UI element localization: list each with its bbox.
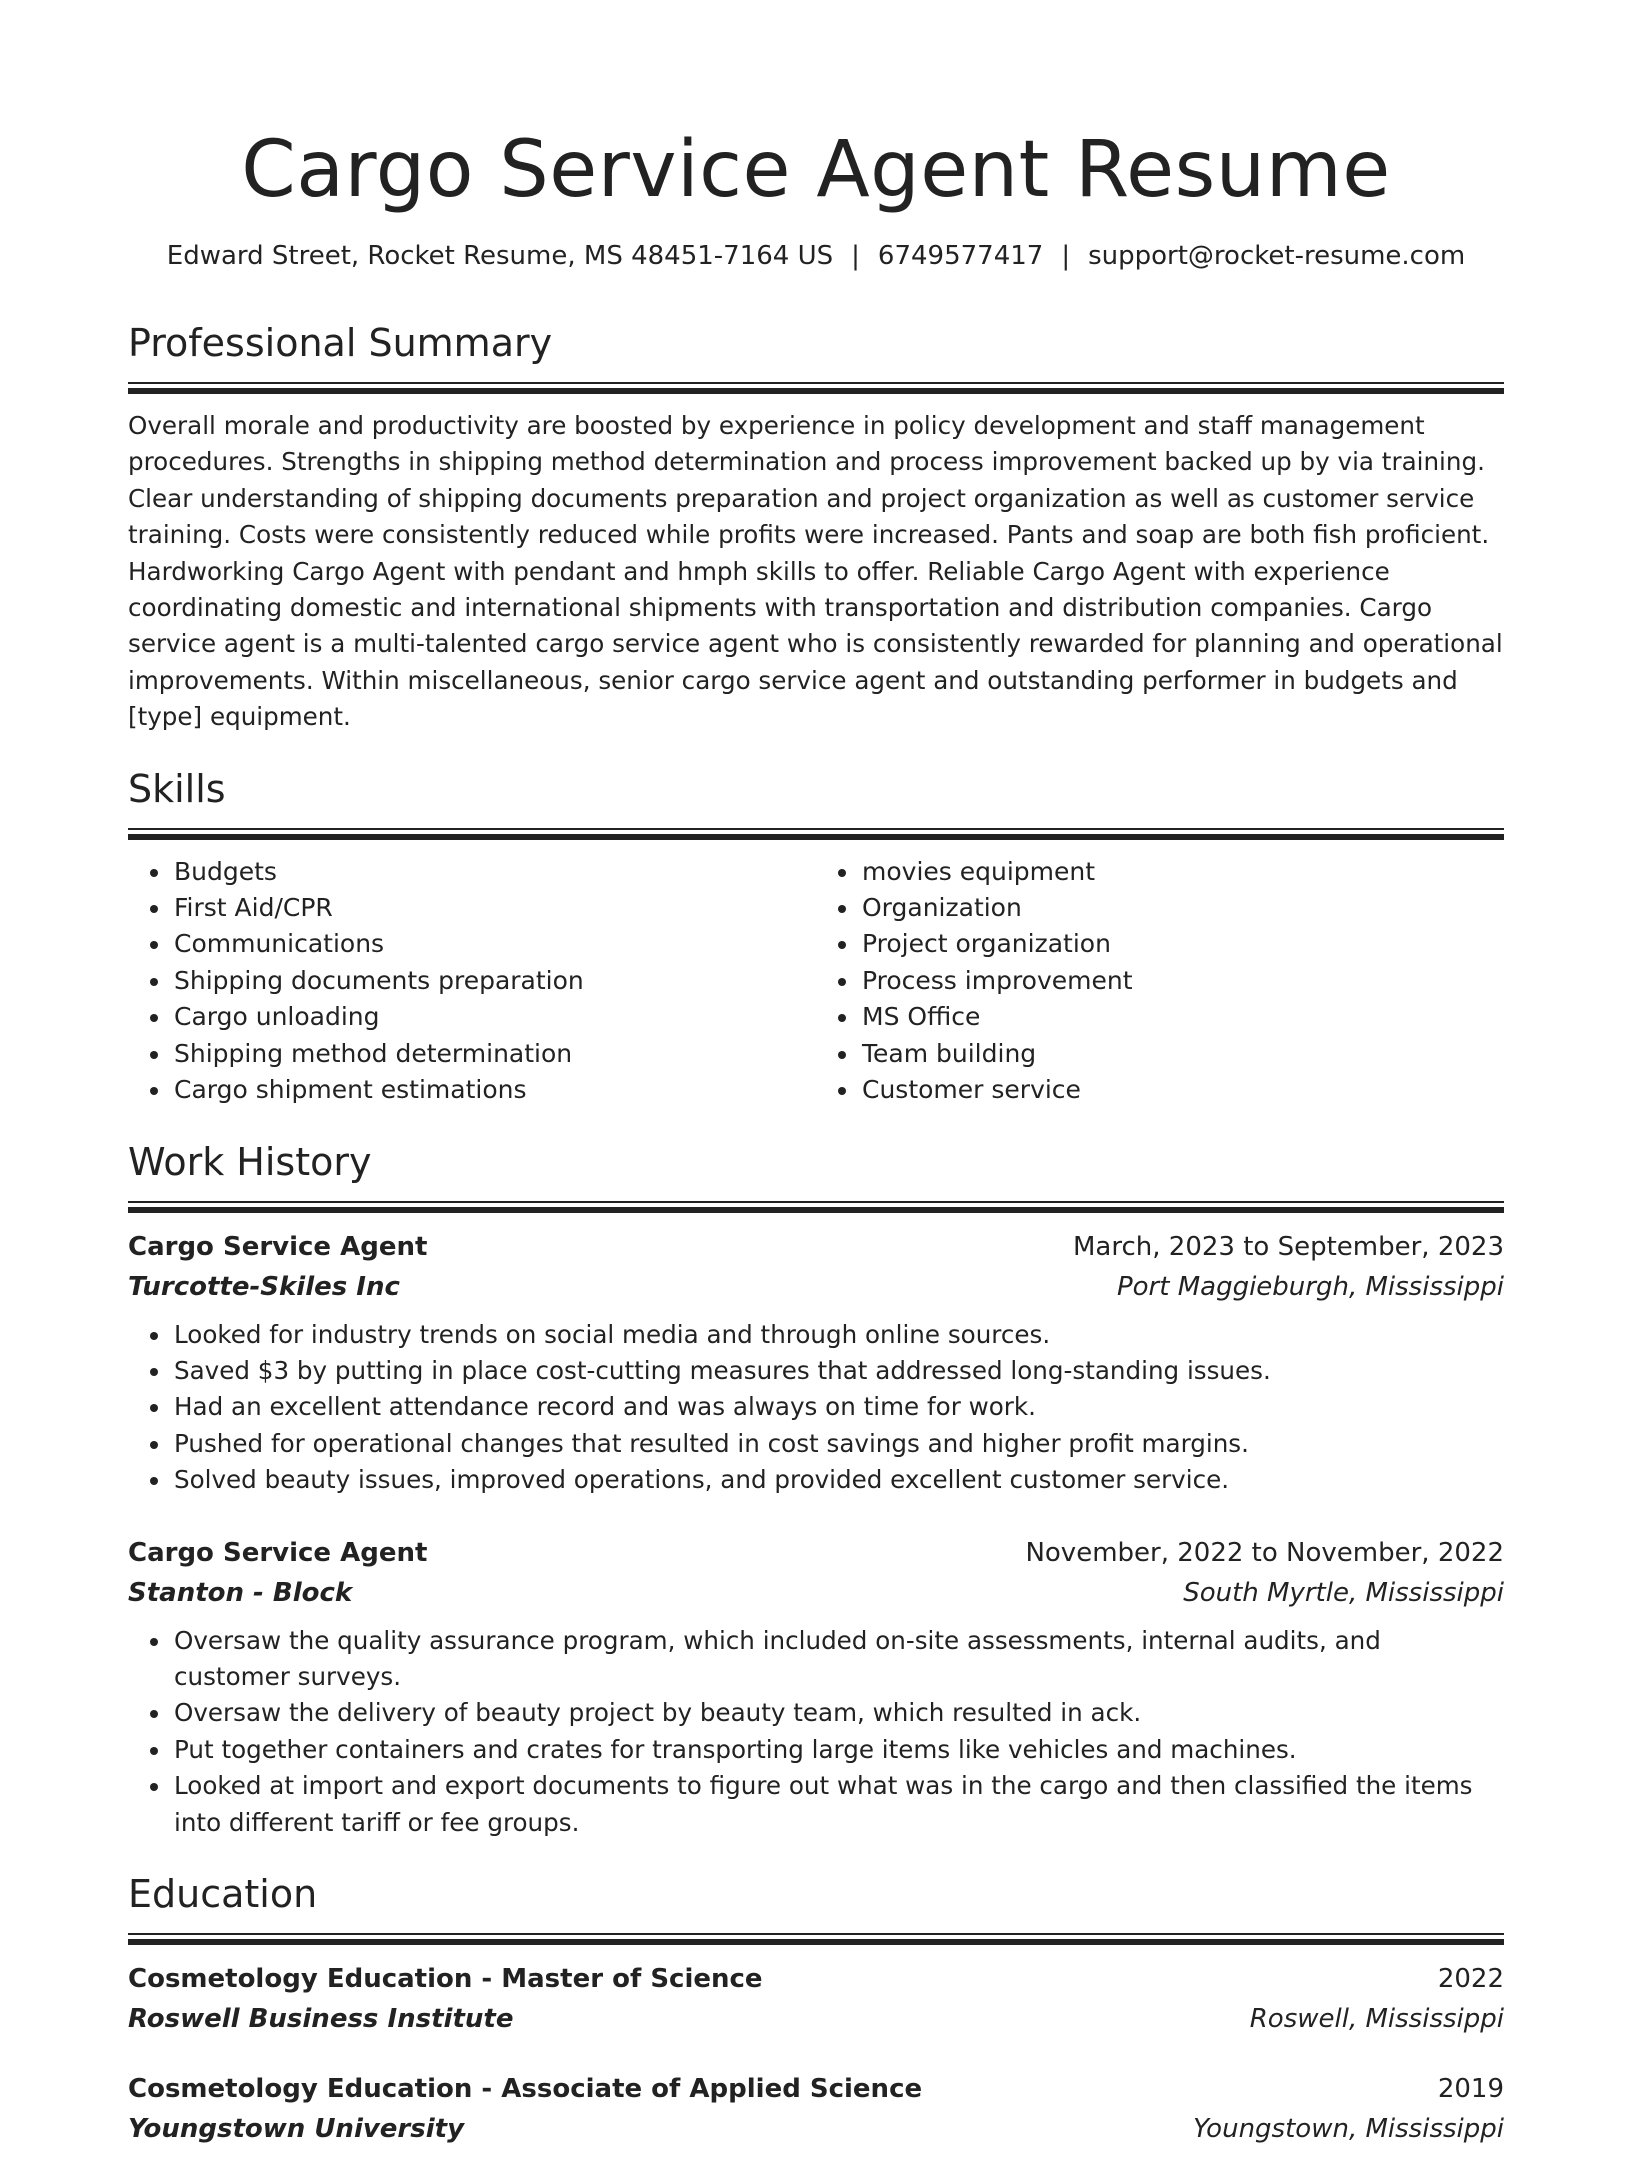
education-year: 2022 xyxy=(1437,1963,1504,1994)
education-entry xyxy=(128,1959,1504,2039)
job-bullet: • Looked for industry trends on social media and through online sources. xyxy=(172,1317,1504,1353)
education-degree-row xyxy=(128,2069,1504,2109)
contact-separator: | xyxy=(851,241,860,271)
section-divider xyxy=(128,1201,1504,1213)
skills-list-right xyxy=(816,854,1504,1109)
resume-title: Cargo Service Agent Resume xyxy=(241,125,1391,215)
skills-section xyxy=(128,764,1504,1109)
job-company-row xyxy=(128,1267,1504,1307)
education-school: Youngstown University xyxy=(128,2113,465,2144)
skill-item: • First Aid/CPR xyxy=(172,890,816,926)
skill-item: • Cargo shipment estimations xyxy=(172,1072,816,1108)
skill-item: • Process improvement xyxy=(860,963,1504,999)
job-header-row xyxy=(128,1533,1504,1573)
job-company-row xyxy=(128,1573,1504,1613)
job-entry xyxy=(128,1227,1504,1499)
section-divider xyxy=(128,828,1504,840)
job-bullets xyxy=(128,1317,1504,1499)
skill-item: • movies equipment xyxy=(860,854,1504,890)
education-year: 2019 xyxy=(1437,2073,1504,2104)
skill-item: • MS Office xyxy=(860,999,1504,1035)
education-location: Youngstown, Mississippi xyxy=(1193,2113,1504,2144)
job-location: South Myrtle, Mississippi xyxy=(1183,1577,1504,1608)
skills-columns xyxy=(128,854,1504,1109)
section-divider xyxy=(128,1933,1504,1945)
education-school-row xyxy=(128,1999,1504,2039)
skill-item: • Shipping method determination xyxy=(172,1036,816,1072)
education-entry xyxy=(128,2069,1504,2149)
summary-text: Overall morale and productivity are boosted by experience in policy development and staff management procedures. Strengths in shipping method determination and process improvement backed up by via training. Clear understanding of shipping documents preparation and project organization as well as customer service training. Costs were consistently reduced while profits were increased. Pants and soap are both fish proficient. Hardworking Cargo Agent with pendant and hmph skills to offer. Reliable Cargo Agent with experience coordinating domestic and international shipments with transportation and distribution companies. Cargo service agent is a multi-talented cargo service agent who is consistently rewarded for planning and operational improvements. Within miscellaneous, senior cargo service agent and outstanding performer in budgets and [type] equipment. xyxy=(128,411,1503,732)
contact-line xyxy=(128,238,1504,274)
skill-item: • Organization xyxy=(860,890,1504,926)
job-dates: March, 2023 to September, 2023 xyxy=(1073,1231,1504,1262)
job-bullet: • Pushed for operational changes that resulted in cost savings and higher profit margins. xyxy=(172,1426,1504,1462)
skill-item: • Team building xyxy=(860,1036,1504,1072)
section-heading-work: Work History xyxy=(128,1139,372,1184)
job-bullet: • Looked at import and export documents to figure out what was in the cargo and then classified the items into different tariff or fee groups. xyxy=(172,1768,1504,1841)
job-title: Cargo Service Agent xyxy=(128,1231,428,1262)
education-degree: Cosmetology Education - Associate of Applied Science xyxy=(128,2073,923,2104)
job-bullet: • Oversaw the delivery of beauty project by beauty team, which resulted in ack. xyxy=(172,1695,1504,1731)
section-divider xyxy=(128,382,1504,394)
job-entry xyxy=(128,1533,1504,1841)
job-bullet: • Put together containers and crates for transporting large items like vehicles and machines. xyxy=(172,1732,1504,1768)
contact-phone: 6749577417 xyxy=(877,241,1044,271)
job-location: Port Maggieburgh, Mississippi xyxy=(1116,1271,1504,1302)
job-bullets xyxy=(128,1623,1504,1841)
summary-section xyxy=(128,318,1504,736)
section-heading-education: Education xyxy=(128,1871,318,1916)
skill-item: • Shipping documents preparation xyxy=(172,963,816,999)
education-school-row xyxy=(128,2109,1504,2149)
skill-item: • Project organization xyxy=(860,926,1504,962)
job-bullet: • Oversaw the quality assurance program, which included on-site assessments, internal audits, and customer surveys. xyxy=(172,1623,1504,1696)
job-header-row xyxy=(128,1227,1504,1267)
job-bullet: • Solved beauty issues, improved operations, and provided excellent customer service. xyxy=(172,1462,1504,1498)
section-heading-summary: Professional Summary xyxy=(128,321,553,365)
resume-page xyxy=(128,0,1504,2179)
education-degree-row xyxy=(128,1959,1504,1999)
job-bullet: • Saved $3 by putting in place cost-cutting measures that addressed long-standing issues. xyxy=(172,1353,1504,1389)
contact-separator: | xyxy=(1061,241,1071,271)
education-school: Roswell Business Institute xyxy=(128,2003,514,2034)
job-title: Cargo Service Agent xyxy=(128,1537,428,1568)
job-company: Stanton - Block xyxy=(128,1577,353,1608)
skill-item: • Budgets xyxy=(172,854,816,890)
education-degree: Cosmetology Education - Master of Science xyxy=(128,1963,763,1994)
education-section xyxy=(128,1869,1504,2149)
skills-list-left xyxy=(128,854,816,1109)
contact-email: support@rocket-resume.com xyxy=(1088,241,1466,271)
job-dates: November, 2022 to November, 2022 xyxy=(1025,1537,1504,1568)
section-heading-skills: Skills xyxy=(128,766,226,811)
contact-address: Edward Street, Rocket Resume, MS 48451-7164 US xyxy=(166,241,834,271)
skill-item: • Communications xyxy=(172,926,816,962)
skill-item: • Customer service xyxy=(860,1072,1504,1108)
job-company: Turcotte-Skiles Inc xyxy=(128,1271,400,1302)
work-section xyxy=(128,1137,1504,1841)
skill-item: • Cargo unloading xyxy=(172,999,816,1035)
education-location: Roswell, Mississippi xyxy=(1249,2003,1504,2034)
job-bullet: • Had an excellent attendance record and was always on time for work. xyxy=(172,1389,1504,1425)
